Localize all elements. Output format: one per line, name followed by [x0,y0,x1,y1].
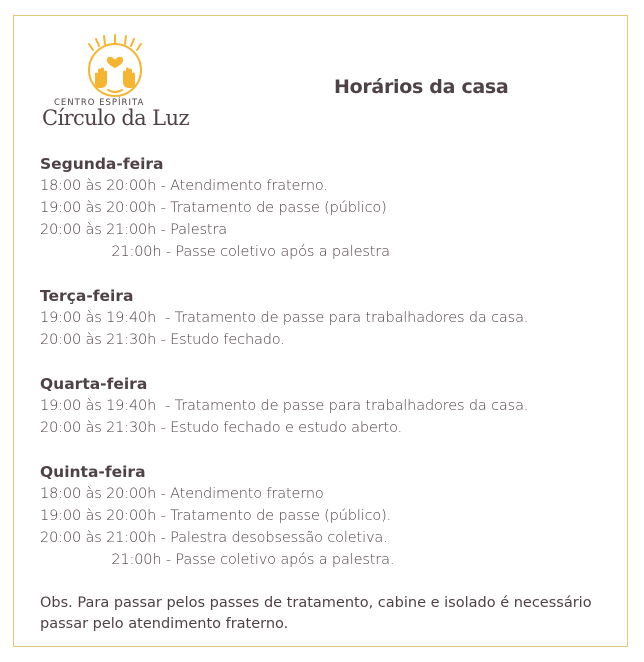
schedule-line: 18:00 às 20:00h - Atendimento fraterno. [40,178,328,194]
schedule-line: 21:00h - Passe coletivo após a palestra. [40,552,395,568]
day-block [40,373,630,439]
day-block [40,153,630,263]
schedule-line: 20:00 às 21:30h - Estudo fechado e estudo aberto. [40,420,403,436]
page-title: Horários da casa [334,76,509,98]
day-name: Quinta-feira [40,463,146,481]
day-block [40,285,630,351]
schedule-line: 20:00 às 21:30h - Estudo fechado. [40,332,285,348]
schedule-line: 20:00 às 21:00h - Palestra [40,222,227,238]
schedule-line: 19:00 às 20:00h - Tratamento de passe (público) [40,200,387,216]
schedule-line: 20:00 às 21:00h - Palestra desobsessão coletiva. [40,530,388,546]
schedule-line: 19:00 às 20:00h - Tratamento de passe (público). [40,508,392,524]
day-block [40,461,630,571]
schedule-line: 19:00 às 19:40h - Tratamento de passe para trabalhadores da casa. [40,310,529,326]
schedule-line: 21:00h - Passe coletivo após a palestra [40,244,390,260]
day-name: Quarta-feira [40,375,148,393]
day-name: Segunda-feira [40,155,164,173]
schedule-line: 18:00 às 20:00h - Atendimento fraterno [40,486,324,502]
schedule-content [40,153,630,635]
logo-name: Círculo da Luz [42,106,189,130]
schedule-line: 19:00 às 19:40h - Tratamento de passe para trabalhadores da casa. [40,398,529,414]
note-text: Obs. Para passar pelos passes de tratamento, cabine e isolado é necessário passar pelo atendimento fraterno. [40,595,592,632]
day-name: Terça-feira [40,287,134,305]
logo-subtitle: CENTRO ESPÍRITA [54,98,145,108]
